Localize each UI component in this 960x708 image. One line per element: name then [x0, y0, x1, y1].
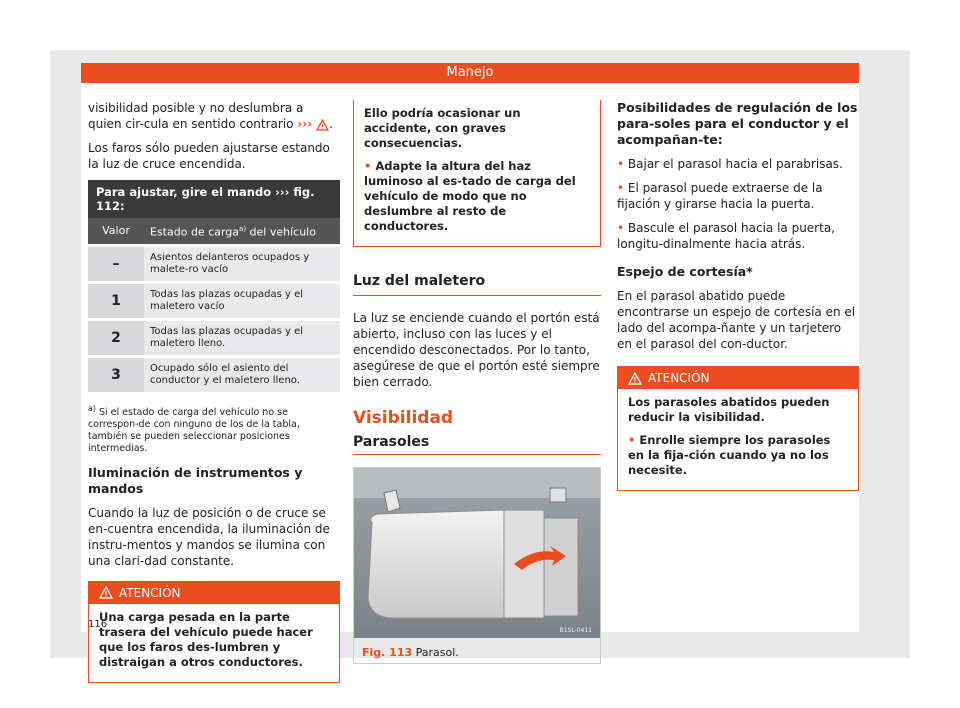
- table-row: 2 Todas las plazas ocupadas y el maletero lleno.: [88, 319, 340, 356]
- warning-header: ATENCIÓN: [618, 367, 858, 389]
- warning-bullet: • Adapte la altura del haz luminoso al es-tado de carga del vehículo de modo que no deslumbre al resto de conductores.: [364, 159, 576, 233]
- warning-header: ATENCIÓN: [89, 582, 339, 604]
- paragraph: La luz se enciende cuando el portón está abierto, incluso con las luces y el encendido desconectados. Por lo tanto, asegúrese de que el portón esté siempre bien cerrado.: [353, 311, 600, 389]
- paragraph: visibilidad posible y no deslumbra a quien cir-cula en sentido contrario ››› .: [88, 101, 333, 131]
- table-header-value: Valor: [88, 218, 144, 245]
- subheading: Iluminación de instrumentos y mandos: [88, 464, 303, 496]
- warning-icon: [99, 586, 113, 599]
- figure-code: B1SL-0411: [559, 627, 592, 634]
- warning-icon: [628, 372, 642, 385]
- bullet-item: • Bajar el parasol hacia el parabrisas.: [617, 157, 843, 171]
- column-2: [353, 100, 601, 664]
- bullet-item: • Bascule el parasol hacia la puerta, longitu-dinalmente hacia atrás.: [617, 221, 835, 251]
- warning-body: Una carga pesada en la parte trasera del vehículo puede hacer que los faros des-lumbren y distraigan a otros conductores.: [89, 604, 339, 682]
- table-caption: Para ajustar, gire el mando ››› fig. 112:: [88, 180, 340, 218]
- table-row: 3 Ocupado sólo el asiento del conductor y el maletero lleno.: [88, 356, 340, 393]
- warning-box: [88, 581, 340, 683]
- table-row: 1 Todas las plazas ocupadas y el maletero vacío: [88, 282, 340, 319]
- table-header-state: Estado de carga$^{a)}$ del vehículo: [144, 218, 340, 245]
- bullet-item: • El parasol puede extraerse de la fijación y girarse hacia la puerta.: [617, 181, 823, 211]
- figure-caption: Fig. 113 Parasol.: [362, 646, 459, 659]
- warning-box: [617, 366, 859, 491]
- warning-icon: [316, 119, 329, 131]
- paragraph: Cuando la luz de posición o de cruce se en-cuentra encendida, la iluminación de instru-mentos y mandos se ilumina con una clari-dad constante.: [88, 505, 330, 568]
- chapter-title: Visibilidad: [353, 408, 454, 428]
- column-1: [88, 100, 340, 683]
- reference-arrow: ›››: [297, 117, 313, 131]
- page-number: 116: [88, 619, 108, 630]
- footnote: $^{a)}$ Si el estado de carga del vehículo no se correspon-de con ninguno de los de la tabla, también se pueden seleccionar posiciones intermedias.: [88, 403, 300, 454]
- paragraph: En el parasol abatido puede encontrarse un espejo de cortesía en el lado del acompa-ñante y un tarjetero en el parasol del con-ductor.: [617, 289, 856, 351]
- warning-box-continued: [353, 100, 601, 247]
- table-row: – Asientos delanteros ocupados y malete-ro vacío: [88, 245, 340, 282]
- warning-body: Los parasoles abatidos pueden reducir la visibilidad. • Enrolle siempre los parasoles en la fija-ción cuando ya no los necesite.: [618, 389, 858, 490]
- section-title: Luz del maletero: [353, 261, 601, 296]
- subheading: Posibilidades de regulación de los para-soles para el conductor y el acompañan-te:: [617, 100, 858, 147]
- subheading: Espejo de cortesía*: [617, 264, 753, 279]
- sun-visor-image: [354, 468, 600, 638]
- headlight-range-table: [88, 180, 340, 395]
- subsection-title: Parasoles: [353, 434, 601, 455]
- warning-text: Ello podría ocasionar un accidente, con graves consecuencias.: [364, 106, 521, 150]
- column-3: [617, 100, 859, 491]
- chapter-header: Manejo: [81, 63, 859, 83]
- figure: [353, 467, 601, 664]
- paragraph: Los faros sólo pueden ajustarse estando la luz de cruce encendida.: [88, 141, 330, 171]
